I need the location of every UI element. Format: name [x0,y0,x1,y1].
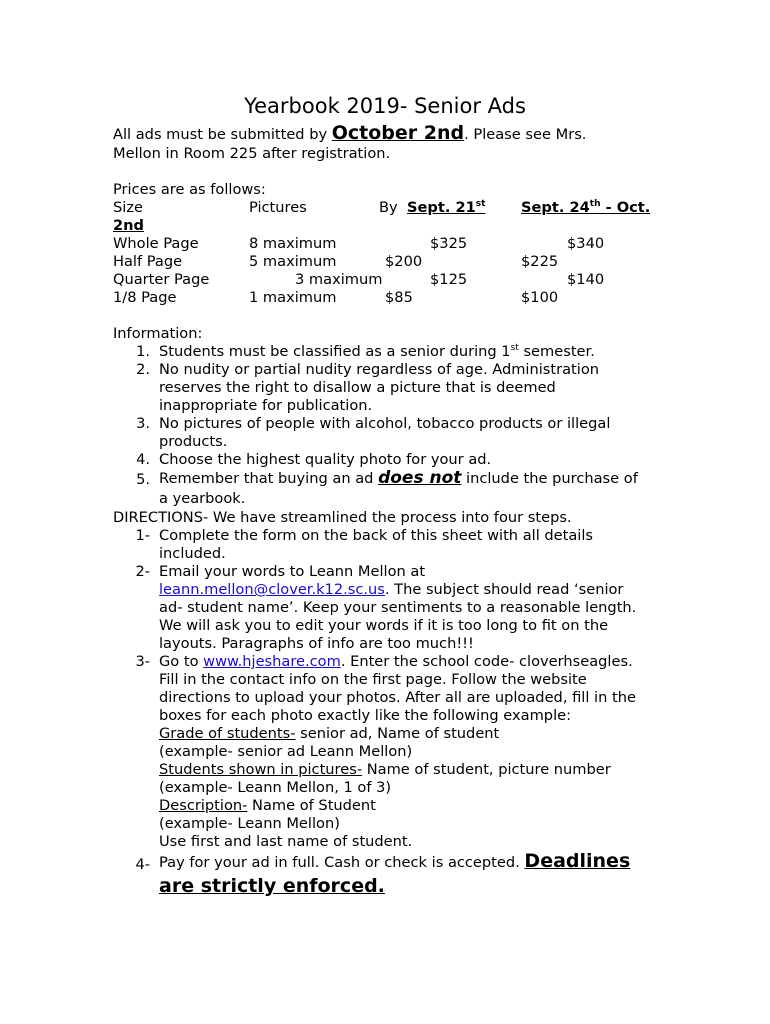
header-late-deadline-wrap: 2nd [113,217,144,234]
price-row-pictures: 5 maximum [249,253,337,270]
price-row-late: $340 [567,235,605,252]
step-note: Use first and last name of student. [159,833,413,850]
step-text: Complete the form on the back of this sheet with all details [159,527,594,544]
submission-deadline: October 2nd [331,122,465,144]
info-item-text: Students must be classified as a senior during 1st semester. [159,343,595,360]
field-example-value: (example- Leann Mellon, 1 of 3) [159,779,392,796]
price-row-pictures: 1 maximum [249,289,337,306]
info-item-number: 2. [136,361,150,378]
email-link[interactable]: leann.mellon@clover.k12.sc.us [159,581,385,598]
info-item-text: No nudity or partial nudity regardless of age. Administration [159,361,600,378]
step-text: leann.mellon@clover.k12.sc.us. The subject should read ‘senior [159,581,624,598]
info-item-text: inappropriate for publication. [159,397,373,414]
price-row-size: 1/8 Page [113,289,177,306]
step-number: 4- [135,856,150,873]
directions-heading: DIRECTIONS- We have streamlined the process into four steps. [113,509,572,526]
step-text: Go to www.hjeshare.com. Enter the school code- cloverhseagles. [159,653,633,670]
info-item-text: a yearbook. [159,490,246,507]
price-row-early: $325 [430,235,468,252]
price-row-early: $85 [385,289,413,306]
price-row-size: Quarter Page [113,271,210,288]
price-row-late: $140 [567,271,605,288]
step-number: 2- [135,563,150,580]
info-item-number: 4. [136,451,150,468]
info-item-text: Remember that buying an ad does not include the purchase of [159,468,638,488]
deadline-warning-cont: are strictly enforced. [159,875,385,897]
step-text: included. [159,545,226,562]
info-item-number: 1. [136,343,150,360]
emphasis-does-not: does not [378,468,462,488]
field-example: Students shown in pictures- Name of student, picture number [159,761,611,778]
info-item-number: 3. [136,415,150,432]
step-text: ad- student name’. Keep your sentiments to a reasonable length. [159,599,637,616]
price-row-size: Whole Page [113,235,199,252]
information-heading: Information: [113,325,203,342]
header-early-deadline: Sept. 21st [407,199,486,216]
website-link[interactable]: www.hjeshare.com [203,653,341,670]
step-text: Pay for your ad in full. Cash or check is accepted. Deadlines [159,850,631,872]
header-late-deadline: Sept. 24th - Oct. [521,199,651,216]
field-example: Description- Name of Student [159,797,376,814]
step-number: 1- [135,527,150,544]
field-label: Grade of students- [159,725,296,742]
price-row-pictures: 8 maximum [249,235,337,252]
intro-line-2: Mellon in Room 225 after registration. [113,145,391,162]
step-text: directions to upload your photos. After all are uploaded, fill in the [159,689,636,706]
price-row-early: $200 [385,253,423,270]
step-text: We will ask you to edit your words if it is too long to fit on the [159,617,609,634]
price-row-pictures: 3 maximum [295,271,383,288]
field-label: Description- [159,797,248,814]
intro-line-1 [113,124,586,144]
info-item-text: Choose the highest quality photo for your ad. [159,451,492,468]
price-row-size: Half Page [113,253,183,270]
step-text: boxes for each photo exactly like the following example: [159,707,572,724]
header-pictures: Pictures [249,199,307,216]
info-item-text: products. [159,433,228,450]
price-row-late: $225 [521,253,559,270]
field-example: Grade of students- senior ad, Name of student [159,725,500,742]
step-number: 3- [135,653,150,670]
prices-intro: Prices are as follows: [113,181,266,198]
field-label: Students shown in pictures- [159,761,363,778]
info-item-text: reserves the right to disallow a picture that is deemed [159,379,556,396]
page-title: Yearbook 2019- Senior Ads [244,94,526,118]
intro-text: All ads must be submitted by [113,126,332,143]
step-text: Email your words to Leann Mellon at [159,563,426,580]
price-row-late: $100 [521,289,559,306]
header-by: By [379,199,398,216]
intro-text-post: . Please see Mrs. [464,126,587,143]
info-item-text: No pictures of people with alcohol, tobacco products or illegal [159,415,611,432]
field-example-value: (example- Leann Mellon) [159,815,340,832]
header-size: Size [113,199,143,216]
deadline-warning: Deadlines [524,850,631,872]
step-text: Fill in the contact info on the first page. Follow the website [159,671,587,688]
field-example-value: (example- senior ad Leann Mellon) [159,743,413,760]
step-text: layouts. Paragraphs of info are too much!!! [159,635,474,652]
price-row-early: $125 [430,271,468,288]
info-item-number: 5. [136,471,150,488]
